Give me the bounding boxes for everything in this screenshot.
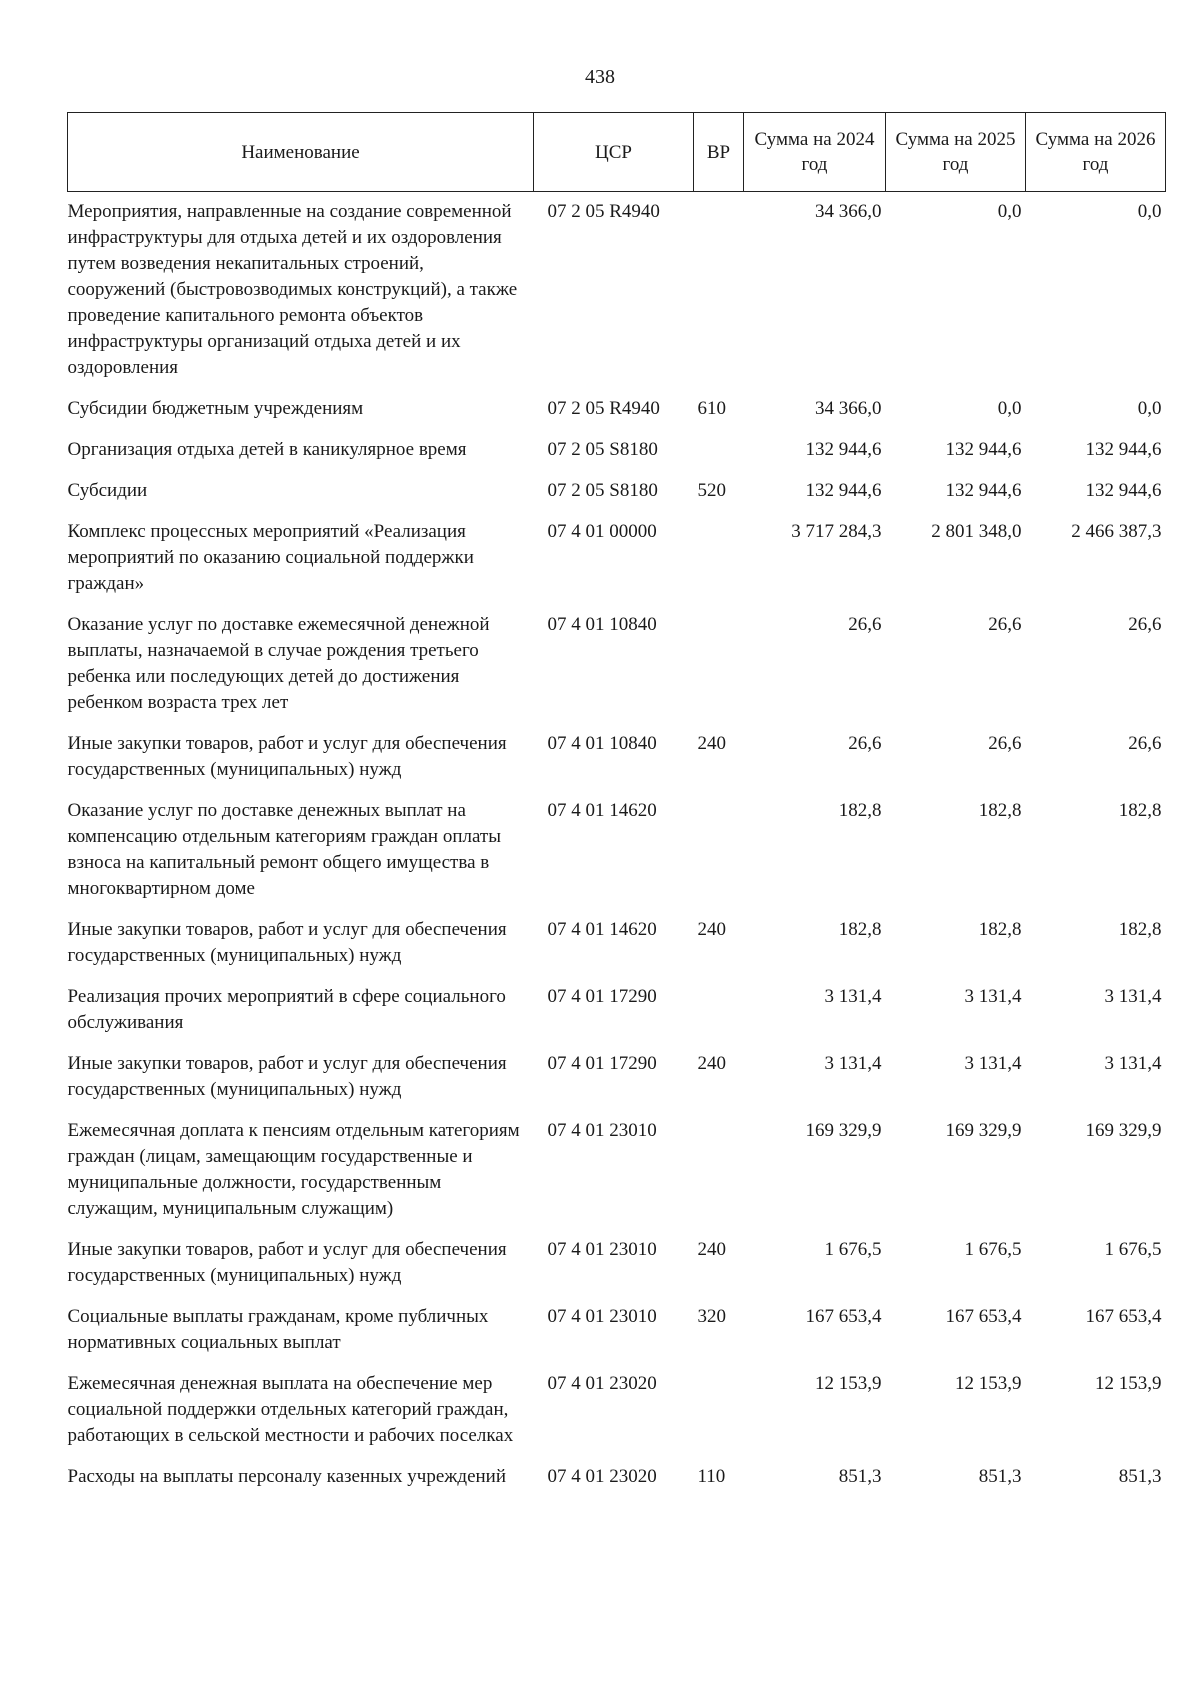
row-sum-2026: 132 944,6 [1085,439,1162,460]
row-vr [694,192,744,390]
row-csr: 07 2 05 S8180 [547,439,658,460]
row-vr [694,430,744,471]
row-sum-2025: 3 131,4 [964,986,1022,1007]
row-sum-2026: 12 153,9 [1095,1373,1162,1394]
row-vr [694,605,744,724]
header-name: Наименование [68,113,534,192]
row-sum-2025: 26,6 [988,614,1022,635]
row-vr [694,1111,744,1230]
row-name: Организация отдыха детей в каникулярное время [67,439,467,460]
row-sum-2024: 132 944,6 [805,439,882,460]
row-sum-2024: 3 717 284,3 [791,521,882,542]
row-sum-2026: 2 466 387,3 [1071,521,1162,542]
row-name: Ежемесячная доплата к пенсиям отдельным категориям граждан (лицам, замещающим государственные и муниципальные должности, государственным служащим, муниципальным служащим) [67,1120,520,1219]
table-row [68,1364,1166,1457]
page-number: 438 [585,66,615,88]
table-header [68,113,1166,192]
row-name: Ежемесячная денежная выплата на обеспечение мер социальной поддержки отдельных категорий граждан, работающих в сельской местности и рабочих поселках [67,1373,514,1446]
row-csr: 07 4 01 14620 [547,800,657,821]
row-name: Иные закупки товаров, работ и услуг для обеспечения государственных (муниципальных) нужд [67,733,507,780]
row-sum-2025: 182,8 [978,800,1022,821]
row-sum-2025: 0,0 [997,201,1022,222]
header-sum-2024: Сумма на 2024 год [744,113,886,192]
row-sum-2025: 132 944,6 [945,480,1022,501]
table-row [68,430,1166,471]
row-vr [694,1364,744,1457]
row-sum-2025: 167 653,4 [945,1306,1022,1327]
row-sum-2026: 3 131,4 [1104,986,1162,1007]
row-sum-2024: 3 131,4 [824,1053,882,1074]
row-sum-2024: 169 329,9 [805,1120,882,1141]
row-sum-2025: 169 329,9 [945,1120,1022,1141]
table-row [68,1457,1166,1498]
row-vr [694,791,744,910]
row-sum-2024: 34 366,0 [815,201,882,222]
row-csr: 07 4 01 23010 [547,1120,657,1141]
row-name: Субсидии бюджетным учреждениям [67,398,364,419]
table-row [68,977,1166,1044]
table-row [68,724,1166,791]
row-sum-2024: 26,6 [848,733,882,754]
row-sum-2024: 182,8 [838,800,882,821]
table-row [68,910,1166,977]
row-name: Реализация прочих мероприятий в сфере социального обслуживания [67,986,506,1033]
row-sum-2024: 3 131,4 [824,986,882,1007]
header-csr: ЦСР [534,113,694,192]
row-csr: 07 2 05 S8180 [547,480,658,501]
table-row [68,192,1166,390]
row-sum-2025: 26,6 [988,733,1022,754]
row-sum-2025: 1 676,5 [964,1239,1022,1260]
row-csr: 07 4 01 23020 [547,1466,657,1487]
row-sum-2025: 2 801 348,0 [931,521,1022,542]
row-sum-2026: 182,8 [1118,800,1162,821]
row-sum-2026: 169 329,9 [1085,1120,1162,1141]
table-row [68,1297,1166,1364]
table-row [68,512,1166,605]
row-sum-2024: 167 653,4 [805,1306,882,1327]
table-row [68,1044,1166,1111]
row-csr: 07 4 01 10840 [547,614,657,635]
row-name: Оказание услуг по доставке ежемесячной денежной выплаты, назначаемой в случае рождения третьего ребенка или последующих детей до достижения ребенком возраста трех лет [67,614,490,713]
row-name: Иные закупки товаров, работ и услуг для обеспечения государственных (муниципальных) нужд [67,919,507,966]
row-vr: 240 [697,1053,726,1074]
header-sum-2025: Сумма на 2025 год [886,113,1026,192]
row-csr: 07 4 01 10840 [547,733,657,754]
row-name: Субсидии [67,480,148,501]
table-row [68,791,1166,910]
row-vr: 520 [697,480,726,501]
row-csr: 07 2 05 R4940 [547,201,660,222]
row-sum-2026: 0,0 [1137,201,1162,222]
row-csr: 07 4 01 17290 [547,986,657,1007]
row-sum-2024: 182,8 [838,919,882,940]
row-csr: 07 2 05 R4940 [547,398,660,419]
row-name: Оказание услуг по доставке денежных выплат на компенсацию отдельным категориям граждан оплаты взноса на капитальный ремонт общего имущества в многоквартирном доме [67,800,501,899]
row-sum-2025: 3 131,4 [964,1053,1022,1074]
row-vr: 240 [697,733,726,754]
row-sum-2024: 851,3 [838,1466,882,1487]
table-row [68,1111,1166,1230]
row-sum-2026: 167 653,4 [1085,1306,1162,1327]
row-sum-2024: 1 676,5 [824,1239,882,1260]
row-sum-2026: 851,3 [1118,1466,1162,1487]
header-sum-2026: Сумма на 2026 год [1026,113,1166,192]
row-sum-2026: 0,0 [1137,398,1162,419]
row-sum-2026: 132 944,6 [1085,480,1162,501]
row-vr: 240 [697,1239,726,1260]
row-name: Расходы на выплаты персоналу казенных учреждений [67,1466,507,1487]
row-sum-2025: 12 153,9 [955,1373,1022,1394]
row-csr: 07 4 01 00000 [547,521,657,542]
row-vr: 320 [697,1306,726,1327]
header-vr: ВР [694,113,744,192]
row-sum-2024: 26,6 [848,614,882,635]
row-vr: 240 [697,919,726,940]
row-sum-2025: 132 944,6 [945,439,1022,460]
row-sum-2024: 12 153,9 [815,1373,882,1394]
row-name: Иные закупки товаров, работ и услуг для обеспечения государственных (муниципальных) нужд [67,1239,507,1286]
row-csr: 07 4 01 23010 [547,1306,657,1327]
row-name: Комплекс процессных мероприятий «Реализация мероприятий по оказанию социальной поддержки граждан» [67,521,474,594]
row-vr: 110 [697,1466,726,1487]
row-vr [694,977,744,1044]
table-row [68,471,1166,512]
table-row [68,1230,1166,1297]
row-sum-2026: 26,6 [1128,614,1162,635]
row-sum-2026: 182,8 [1118,919,1162,940]
row-csr: 07 4 01 23010 [547,1239,657,1260]
row-name: Мероприятия, направленные на создание современной инфраструктуры для отдыха детей и их оздоровления путем возведения некапитальных строений, сооружений (быстровозводимых конструкций), а также проведение капитального ремонта объектов инфраструктуры организаций отдыха детей и их оздоровления [67,201,518,378]
table-row [68,605,1166,724]
table-body [68,192,1166,1499]
row-sum-2026: 26,6 [1128,733,1162,754]
row-sum-2024: 132 944,6 [805,480,882,501]
row-sum-2025: 851,3 [978,1466,1022,1487]
row-vr [694,512,744,605]
row-sum-2025: 0,0 [997,398,1022,419]
row-vr: 610 [697,398,726,419]
row-sum-2024: 34 366,0 [815,398,882,419]
budget-table [67,112,1166,1498]
row-csr: 07 4 01 23020 [547,1373,657,1394]
row-sum-2026: 3 131,4 [1104,1053,1162,1074]
table-row [68,389,1166,430]
row-name: Социальные выплаты гражданам, кроме публичных нормативных социальных выплат [67,1306,489,1353]
row-name: Иные закупки товаров, работ и услуг для обеспечения государственных (муниципальных) нужд [67,1053,507,1100]
row-csr: 07 4 01 17290 [547,1053,657,1074]
row-sum-2026: 1 676,5 [1104,1239,1162,1260]
row-sum-2025: 182,8 [978,919,1022,940]
row-csr: 07 4 01 14620 [547,919,657,940]
